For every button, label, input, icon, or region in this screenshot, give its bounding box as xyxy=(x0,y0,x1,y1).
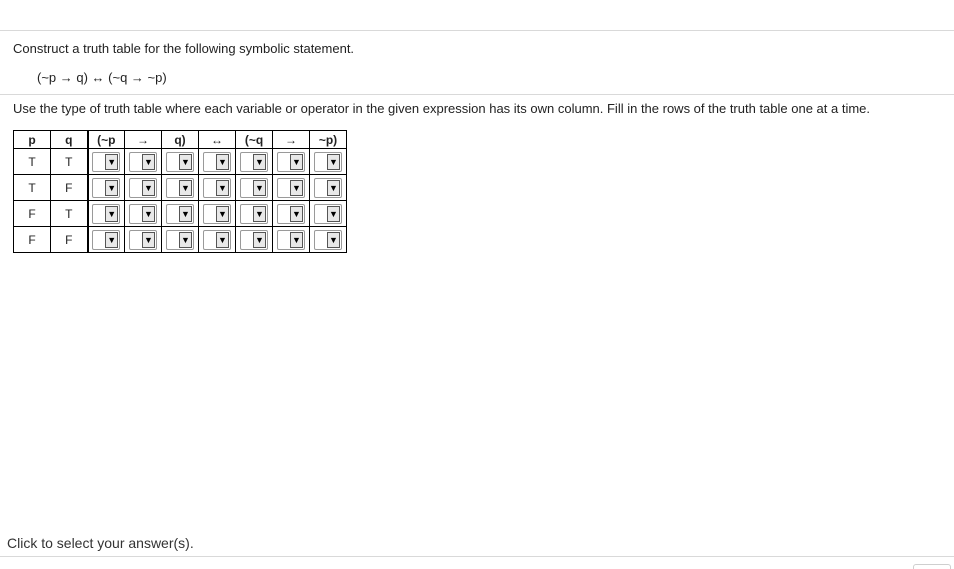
cell-q-close xyxy=(162,149,199,175)
answer-dropdown[interactable] xyxy=(240,178,268,198)
cell-q: F xyxy=(51,175,88,201)
answer-dropdown[interactable] xyxy=(240,204,268,224)
cell-not-p-close xyxy=(310,149,347,175)
dropdown-arrow-icon[interactable]: ▼ xyxy=(179,154,192,170)
dropdown-arrow-icon[interactable]: ▼ xyxy=(179,180,192,196)
answer-dropdown[interactable] xyxy=(129,204,157,224)
cell-not-q-open xyxy=(236,175,273,201)
header-not-q-open: (~q xyxy=(236,131,273,149)
answer-dropdown[interactable] xyxy=(92,204,120,224)
answer-dropdown[interactable] xyxy=(203,178,231,198)
answer-dropdown[interactable] xyxy=(203,152,231,172)
truth-table-header-row xyxy=(14,131,347,149)
cell-not-q-open xyxy=(236,227,273,253)
cell-biconditional xyxy=(199,201,236,227)
dropdown-arrow-icon[interactable]: ▼ xyxy=(105,232,118,248)
dropdown-arrow-icon[interactable]: ▼ xyxy=(216,206,229,222)
answer-dropdown[interactable] xyxy=(314,230,342,250)
cell-implies-2 xyxy=(273,227,310,253)
header-implies-2: → xyxy=(273,131,310,149)
cell-not-p-close xyxy=(310,175,347,201)
truth-table-row xyxy=(14,227,347,253)
dropdown-arrow-icon[interactable]: ▼ xyxy=(290,232,303,248)
answer-dropdown[interactable] xyxy=(92,152,120,172)
cell-q: F xyxy=(51,227,88,253)
truth-table-instructions: Use the type of truth table where each variable or operator in the given expression has its own column. Fill in the rows of the truth table one at a time. xyxy=(13,101,871,116)
cell-implies-1 xyxy=(125,201,162,227)
dropdown-arrow-icon[interactable]: ▼ xyxy=(142,154,155,170)
answer-dropdown[interactable] xyxy=(277,204,305,224)
dropdown-arrow-icon[interactable]: ▼ xyxy=(327,154,340,170)
dropdown-arrow-icon[interactable]: ▼ xyxy=(142,206,155,222)
dropdown-arrow-icon[interactable]: ▼ xyxy=(105,206,118,222)
dropdown-arrow-icon[interactable]: ▼ xyxy=(216,154,229,170)
bottom-divider xyxy=(0,556,954,557)
answer-dropdown[interactable] xyxy=(240,230,268,250)
answer-dropdown[interactable] xyxy=(314,152,342,172)
dropdown-arrow-icon[interactable]: ▼ xyxy=(327,232,340,248)
cell-not-q-open xyxy=(236,201,273,227)
cell-implies-1 xyxy=(125,227,162,253)
answer-dropdown[interactable] xyxy=(203,230,231,250)
instruction-text: Construct a truth table for the following symbolic statement. xyxy=(13,41,355,56)
cell-not-p-open xyxy=(88,175,125,201)
cell-biconditional xyxy=(199,175,236,201)
dropdown-arrow-icon[interactable]: ▼ xyxy=(142,232,155,248)
header-not-p-close: ~p) xyxy=(310,131,347,149)
answer-dropdown[interactable] xyxy=(129,152,157,172)
cell-not-p-close xyxy=(310,227,347,253)
cell-not-p-open xyxy=(88,149,125,175)
cell-p: T xyxy=(14,175,51,201)
cell-q: T xyxy=(51,149,88,175)
cell-p: F xyxy=(14,201,51,227)
dropdown-arrow-icon[interactable]: ▼ xyxy=(290,206,303,222)
truth-table-row xyxy=(14,201,347,227)
dropdown-arrow-icon[interactable]: ▼ xyxy=(253,180,266,196)
truth-table xyxy=(13,130,347,253)
answer-dropdown[interactable] xyxy=(314,178,342,198)
answer-dropdown[interactable] xyxy=(277,152,305,172)
answer-dropdown[interactable] xyxy=(166,152,194,172)
header-implies-1: → xyxy=(125,131,162,149)
cell-p: F xyxy=(14,227,51,253)
cell-implies-2 xyxy=(273,201,310,227)
truth-table-row xyxy=(14,175,347,201)
answer-dropdown[interactable] xyxy=(314,204,342,224)
dropdown-arrow-icon[interactable]: ▼ xyxy=(253,232,266,248)
answer-dropdown[interactable] xyxy=(166,178,194,198)
answer-dropdown[interactable] xyxy=(166,230,194,250)
answer-dropdown[interactable] xyxy=(240,152,268,172)
cell-not-p-open xyxy=(88,201,125,227)
cell-q-close xyxy=(162,201,199,227)
dropdown-arrow-icon[interactable]: ▼ xyxy=(216,232,229,248)
cell-implies-2 xyxy=(273,175,310,201)
dropdown-arrow-icon[interactable]: ▼ xyxy=(216,180,229,196)
corner-tab xyxy=(913,564,951,569)
cell-biconditional xyxy=(199,149,236,175)
answer-dropdown[interactable] xyxy=(277,230,305,250)
cell-not-p-close xyxy=(310,201,347,227)
answer-dropdown[interactable] xyxy=(92,178,120,198)
dropdown-arrow-icon[interactable]: ▼ xyxy=(105,180,118,196)
header-q: q xyxy=(51,131,88,149)
dropdown-arrow-icon[interactable]: ▼ xyxy=(327,180,340,196)
dropdown-arrow-icon[interactable]: ▼ xyxy=(179,232,192,248)
cell-implies-2 xyxy=(273,149,310,175)
answer-dropdown[interactable] xyxy=(129,178,157,198)
top-divider xyxy=(0,30,954,31)
answer-hint: Click to select your answer(s). xyxy=(7,535,194,551)
cell-implies-1 xyxy=(125,175,162,201)
dropdown-arrow-icon[interactable]: ▼ xyxy=(253,206,266,222)
symbolic-statement: (~p → q) ↔ (~q → ~p) xyxy=(37,70,167,85)
cell-implies-1 xyxy=(125,149,162,175)
cell-q: T xyxy=(51,201,88,227)
answer-dropdown[interactable] xyxy=(277,178,305,198)
dropdown-arrow-icon[interactable]: ▼ xyxy=(253,154,266,170)
header-p: p xyxy=(14,131,51,149)
answer-dropdown[interactable] xyxy=(129,230,157,250)
dropdown-arrow-icon[interactable]: ▼ xyxy=(290,154,303,170)
answer-dropdown[interactable] xyxy=(92,230,120,250)
header-biconditional: ↔ xyxy=(199,131,236,149)
dropdown-arrow-icon[interactable]: ▼ xyxy=(105,154,118,170)
answer-dropdown[interactable] xyxy=(203,204,231,224)
cell-q-close xyxy=(162,175,199,201)
statement-divider xyxy=(0,94,954,95)
header-q-close: q) xyxy=(162,131,199,149)
truth-table-row xyxy=(14,149,347,175)
dropdown-arrow-icon[interactable]: ▼ xyxy=(327,206,340,222)
dropdown-arrow-icon[interactable]: ▼ xyxy=(142,180,155,196)
dropdown-arrow-icon[interactable]: ▼ xyxy=(290,180,303,196)
answer-dropdown[interactable] xyxy=(166,204,194,224)
cell-biconditional xyxy=(199,227,236,253)
cell-q-close xyxy=(162,227,199,253)
header-not-p-open: (~p xyxy=(88,131,125,149)
cell-not-q-open xyxy=(236,149,273,175)
dropdown-arrow-icon[interactable]: ▼ xyxy=(179,206,192,222)
cell-not-p-open xyxy=(88,227,125,253)
cell-p: T xyxy=(14,149,51,175)
